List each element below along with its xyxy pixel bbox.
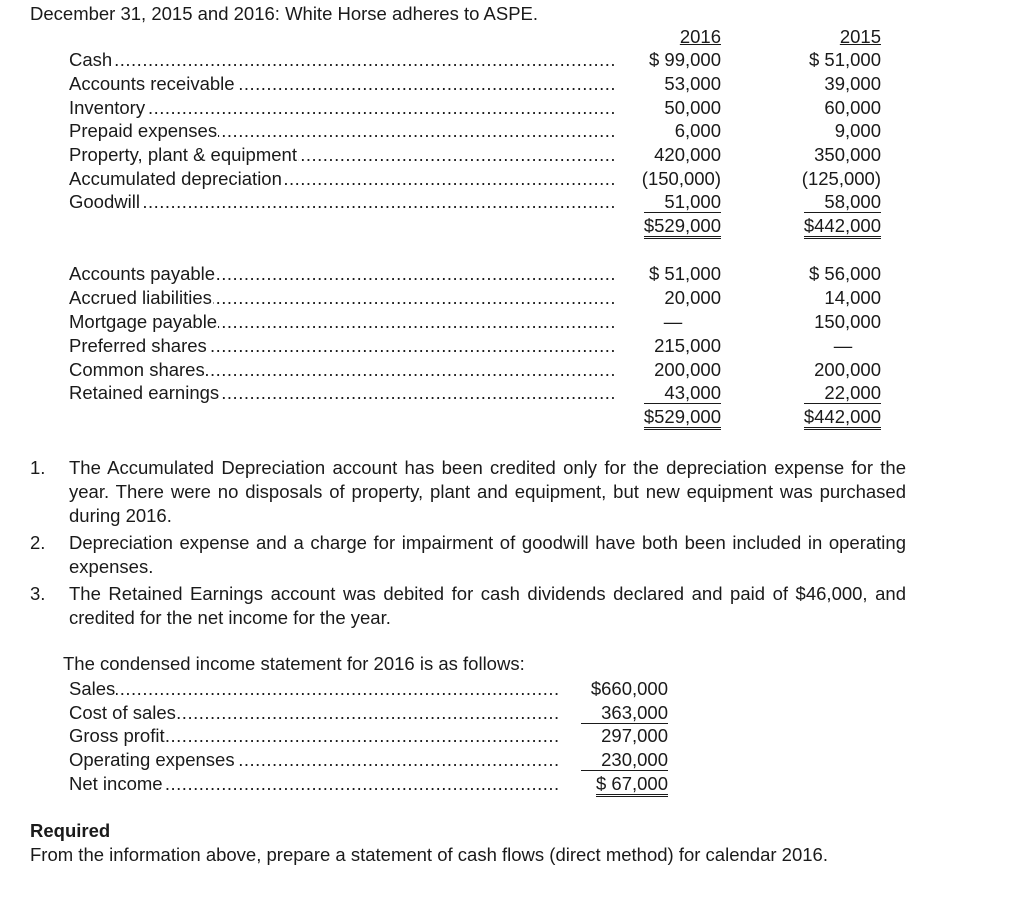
- table-row: [0, 167, 1015, 191]
- value-2015: $ 56,000: [808, 263, 881, 284]
- row-value: $ 67,000: [596, 773, 668, 797]
- value-2016: 53,000: [664, 73, 721, 94]
- note-item: [30, 531, 906, 579]
- row-label: Cash: [69, 49, 113, 70]
- row-label: Inventory: [69, 97, 146, 118]
- note-text: The Retained Earnings account was debited for cash dividends declared and paid of $46,000, and credited for the net income for the year.: [69, 583, 906, 628]
- row-value: 230,000: [581, 749, 668, 771]
- income-heading: The condensed income statement for 2016 is as follows:: [63, 653, 525, 674]
- row-label: Accounts receivable: [69, 73, 235, 94]
- table-row: [0, 286, 1015, 310]
- row-label: Accrued liabilities: [69, 287, 212, 308]
- table-row: [0, 358, 1015, 382]
- table-row: [0, 96, 1015, 120]
- total-row: [0, 405, 1015, 429]
- column-header-2016: 2016: [679, 26, 721, 47]
- required-text: From the information above, prepare a statement of cash flows (direct method) for calendar 2016.: [30, 844, 828, 865]
- row-label: Mortgage payable: [69, 311, 218, 332]
- row-label: Gross profit: [69, 725, 165, 746]
- value-2016: 200,000: [654, 359, 721, 380]
- row-value: 297,000: [601, 725, 668, 746]
- value-2015: —: [833, 335, 853, 356]
- row-value: 363,000: [581, 702, 668, 724]
- value-2016: 6,000: [674, 120, 721, 141]
- value-2015: 200,000: [814, 359, 881, 380]
- table-row: [0, 724, 1015, 748]
- note-number: 3.: [30, 583, 46, 604]
- total-row: [0, 214, 1015, 238]
- table-row: [0, 72, 1015, 96]
- row-label: Net income: [69, 773, 163, 794]
- value-2016: $ 99,000: [648, 49, 721, 70]
- required-section: [30, 819, 906, 867]
- note-number: 1.: [30, 457, 46, 478]
- value-2015: $ 51,000: [808, 49, 881, 70]
- row-value: $660,000: [590, 678, 668, 699]
- table-row: [0, 48, 1015, 72]
- total-2015: $442,000: [804, 406, 881, 430]
- note-item: [30, 456, 906, 528]
- row-label: Prepaid expenses: [69, 120, 218, 141]
- table-row: [0, 748, 1015, 772]
- total-2016: $529,000: [644, 406, 721, 430]
- table-row: [0, 772, 1015, 796]
- value-2016: 43,000: [644, 382, 721, 404]
- table-row: [0, 701, 1015, 725]
- table-row: [0, 190, 1015, 214]
- value-2016: —: [663, 311, 683, 332]
- row-label: Operating expenses: [69, 749, 235, 770]
- table-row: [0, 334, 1015, 358]
- total-2016: $529,000: [644, 215, 721, 239]
- table-row: [0, 262, 1015, 286]
- value-2015: 150,000: [814, 311, 881, 332]
- value-2015: 350,000: [814, 144, 881, 165]
- value-2016: 215,000: [654, 335, 721, 356]
- table-row: [0, 677, 1015, 701]
- row-label: Property, plant & equipment: [69, 144, 297, 165]
- note-item: [30, 582, 906, 630]
- value-2015: 60,000: [824, 97, 881, 118]
- value-2016: (150,000): [641, 168, 721, 189]
- value-2016: 420,000: [654, 144, 721, 165]
- value-2015: 14,000: [824, 287, 881, 308]
- row-label: Goodwill: [69, 191, 140, 212]
- value-2016: 20,000: [664, 287, 721, 308]
- value-2016: $ 51,000: [648, 263, 721, 284]
- table-row: [0, 143, 1015, 167]
- note-text: The Accumulated Depreciation account has been credited only for the depreciation expense for the year. There were no disposals of property, plant and equipment, but new equipment was purchased during 2016.: [69, 457, 906, 526]
- row-label: Preferred shares: [69, 335, 207, 356]
- row-label: Retained earnings: [69, 382, 220, 403]
- value-2015: 22,000: [804, 382, 881, 404]
- value-2015: 58,000: [804, 191, 881, 213]
- value-2015: 39,000: [824, 73, 881, 94]
- row-label: Common shares: [69, 359, 205, 380]
- row-label: Accumulated depreciation: [69, 168, 282, 189]
- table-row: [0, 119, 1015, 143]
- value-2015: (125,000): [801, 168, 881, 189]
- table-row: [0, 381, 1015, 405]
- note-number: 2.: [30, 532, 46, 553]
- note-text: Depreciation expense and a charge for impairment of goodwill have both been included in operating expenses.: [69, 532, 906, 577]
- table-row: [0, 310, 1015, 334]
- value-2016: 51,000: [644, 191, 721, 213]
- value-2016: 50,000: [664, 97, 721, 118]
- intro-text: December 31, 2015 and 2016: White Horse adheres to ASPE.: [30, 3, 539, 24]
- row-label: Accounts payable: [69, 263, 216, 284]
- required-title: Required: [30, 820, 111, 841]
- total-2015: $442,000: [804, 215, 881, 239]
- value-2015: 9,000: [834, 120, 881, 141]
- row-label: Cost of sales: [69, 702, 176, 723]
- column-header-2015: 2015: [839, 26, 881, 47]
- row-label: Sales: [69, 678, 116, 699]
